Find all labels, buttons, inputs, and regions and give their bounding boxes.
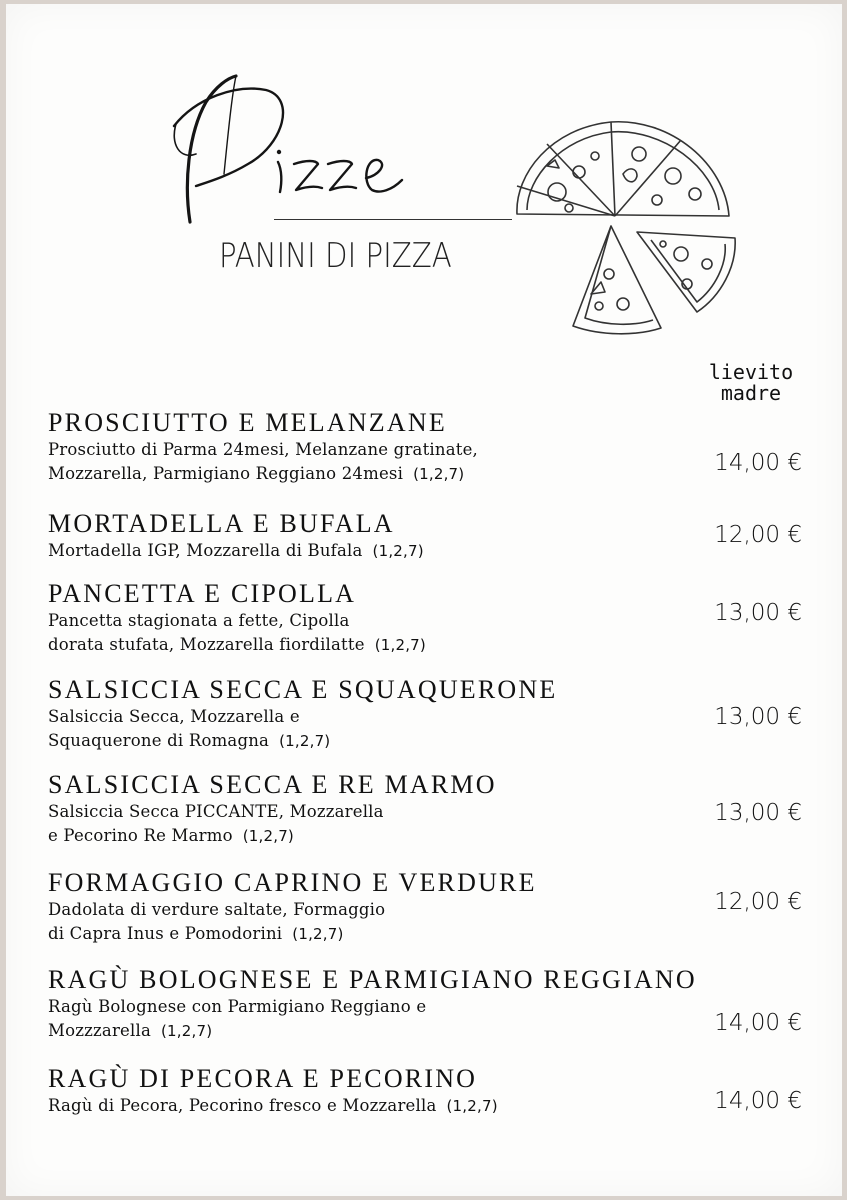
item-name: RAGÙ DI PECORA E PECORINO [48, 1064, 478, 1093]
item-description: dorata stufata, Mozzarella fiordilatte (1,2,7) [48, 635, 426, 654]
item-price: 14,00 € [714, 450, 802, 476]
item-name: FORMAGGIO CAPRINO E VERDURE [48, 868, 537, 897]
item-price: 13,00 € [714, 704, 802, 730]
item-allergens: (1,2,7) [374, 636, 426, 654]
menu-item [48, 1064, 808, 1118]
item-price: 13,00 € [714, 800, 802, 826]
menu-item [48, 579, 808, 657]
pizza-slices-illustration [511, 114, 743, 339]
menu-item [48, 770, 808, 848]
item-price: 14,00 € [714, 1010, 802, 1036]
item-description: Prosciutto di Parma 24mesi, Melanzane gratinate, [48, 440, 478, 459]
item-allergens: (1,2,7) [413, 465, 465, 483]
item-name: SALSICCIA SECCA E SQUAQUERONE [48, 675, 558, 704]
item-description: Ragù Bolognese con Parmigiano Reggiano e [48, 997, 427, 1016]
item-price: 13,00 € [714, 600, 802, 626]
pizze-script-title [166, 64, 426, 239]
item-name: PANCETTA E CIPOLLA [48, 579, 357, 608]
menu-sheet [6, 4, 842, 1196]
item-allergens: (1,2,7) [446, 1097, 498, 1115]
item-description: Pancetta stagionata a fette, Cipolla [48, 611, 350, 630]
menu-item [48, 965, 808, 1043]
lievito-madre-label: lievito madre [708, 360, 794, 405]
item-description: Mortadella IGP, Mozzarella di Bufala (1,2,7) [48, 541, 424, 560]
title-divider [274, 219, 512, 220]
item-description: Mozzzarella (1,2,7) [48, 1021, 213, 1040]
item-allergens: (1,2,7) [292, 925, 344, 943]
item-price: 12,00 € [714, 889, 802, 915]
item-description: di Capra Inus e Pomodorini (1,2,7) [48, 924, 344, 943]
item-allergens: (1,2,7) [279, 732, 331, 750]
item-description: e Pecorino Re Marmo (1,2,7) [48, 826, 294, 845]
item-allergens: (1,2,7) [242, 827, 294, 845]
item-allergens: (1,2,7) [161, 1022, 213, 1040]
item-name: PROSCIUTTO E MELANZANE [48, 408, 447, 437]
item-description: Dadolata di verdure saltate, Formaggio [48, 900, 386, 919]
item-description: Salsiccia Secca, Mozzarella e [48, 707, 300, 726]
menu-item [48, 868, 808, 946]
item-description: Salsiccia Secca PICCANTE, Mozzarella [48, 802, 384, 821]
item-allergens: (1,2,7) [372, 542, 424, 560]
item-name: SALSICCIA SECCA E RE MARMO [48, 770, 497, 799]
item-price: 14,00 € [714, 1088, 802, 1114]
item-description: Ragù di Pecora, Pecorino fresco e Mozzarella (1,2,7) [48, 1096, 498, 1115]
item-description: Squaquerone di Romagna (1,2,7) [48, 731, 331, 750]
item-name: RAGÙ BOLOGNESE E PARMIGIANO REGGIANO [48, 965, 697, 994]
menu-item [48, 675, 808, 753]
menu-item [48, 408, 808, 486]
item-price: 12,00 € [714, 522, 802, 548]
item-description: Mozzarella, Parmigiano Reggiano 24mesi (1,2,7) [48, 464, 465, 483]
item-name: MORTADELLA E BUFALA [48, 509, 395, 538]
subtitle: PANINI DI PIZZA [219, 236, 452, 276]
menu-item [48, 509, 808, 563]
